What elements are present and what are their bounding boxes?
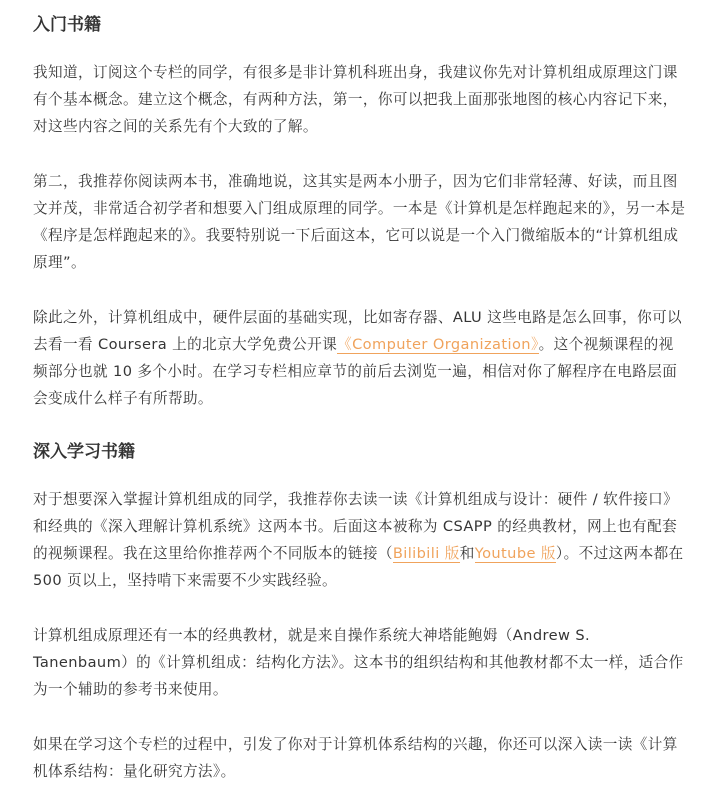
paragraph-intro-1: 我知道，订阅这个专栏的同学，有很多是非计算机科班出身，我建议你先对计算机组成原理这门课有个基本概念。建立这个概念，有两种方法，第一，你可以把我上面那张地图的核心内容记下来，对这些内容之间的关系先有个大致的了解。 (33, 64, 678, 135)
paragraph-advanced-1-text-before: 对于想要深入掌握计算机组成的同学，我推荐你去读一读《计算机组成与设计：硬件 / 软件接口》和经典的《深入理解计算机系统》这两本书。后面这本被称为 CSAPP 的经典教材，网上也有配套的视频课程。我在这里给你推荐两个不同版本的链接（ (33, 491, 679, 562)
paragraph-intro-3-text-before: 除此之外，计算机组成中，硬件层面的基础实现，比如寄存器、ALU 这些电路是怎么回事，你可以去看一看 Coursera 上的北京大学免费公开课 (33, 309, 683, 353)
paragraph-advanced-3: 如果在学习这个专栏的过程中，引发了你对于计算机体系结构的兴趣，你还可以深入读一读《计算机体系结构：量化研究方法》。 (33, 736, 678, 780)
paragraph-advanced-2: 计算机组成原理还有一本的经典教材，就是来自操作系统大神塔能鲍姆（Andrew S. Tanenbaum）的《计算机组成：结构化方法》。这本书的组织结构和其他教材都不太一样，适合作为一个辅助的参考书来使用。 (33, 627, 684, 698)
paragraph-intro-3-text-after: 。这个视频课程的视频部分也就 10 多个小时。在学习专栏相应章节的前后去浏览一遍，相信对你了解程序在电路层面会变成什么样子有所帮助。 (33, 336, 678, 407)
youtube-link[interactable]: Youtube 版 (474, 545, 556, 562)
paragraph-advanced-1-text-after: ）。不过这两本都在 500 页以上，坚持啃下来需要不少实践经验。 (33, 545, 684, 589)
paragraph-advanced-1-text-mid: 和 (459, 545, 475, 562)
paragraph-intro-2: 第二，我推荐你阅读两本书，准确地说，这其实是两本小册子，因为它们非常轻薄、好读，而且图文并茂，非常适合初学者和想要入门组成原理的同学。一本是《计算机是怎样跑起来的》，另一本是《程序是怎样跑起来的》。我要特别说一下后面这本，它可以说是一个入门微缩版本的“计算机组成原理”。 (33, 173, 686, 271)
coursera-course-link[interactable]: 《Computer Organization》 (337, 336, 539, 353)
bilibili-link[interactable]: Bilibili 版 (392, 545, 460, 562)
section-heading-advanced-books: 深入学习书籍 (33, 442, 135, 462)
section-heading-intro-books: 入门书籍 (33, 15, 101, 35)
paragraph-intro-3 (33, 304, 686, 412)
paragraph-advanced-1 (33, 486, 686, 594)
